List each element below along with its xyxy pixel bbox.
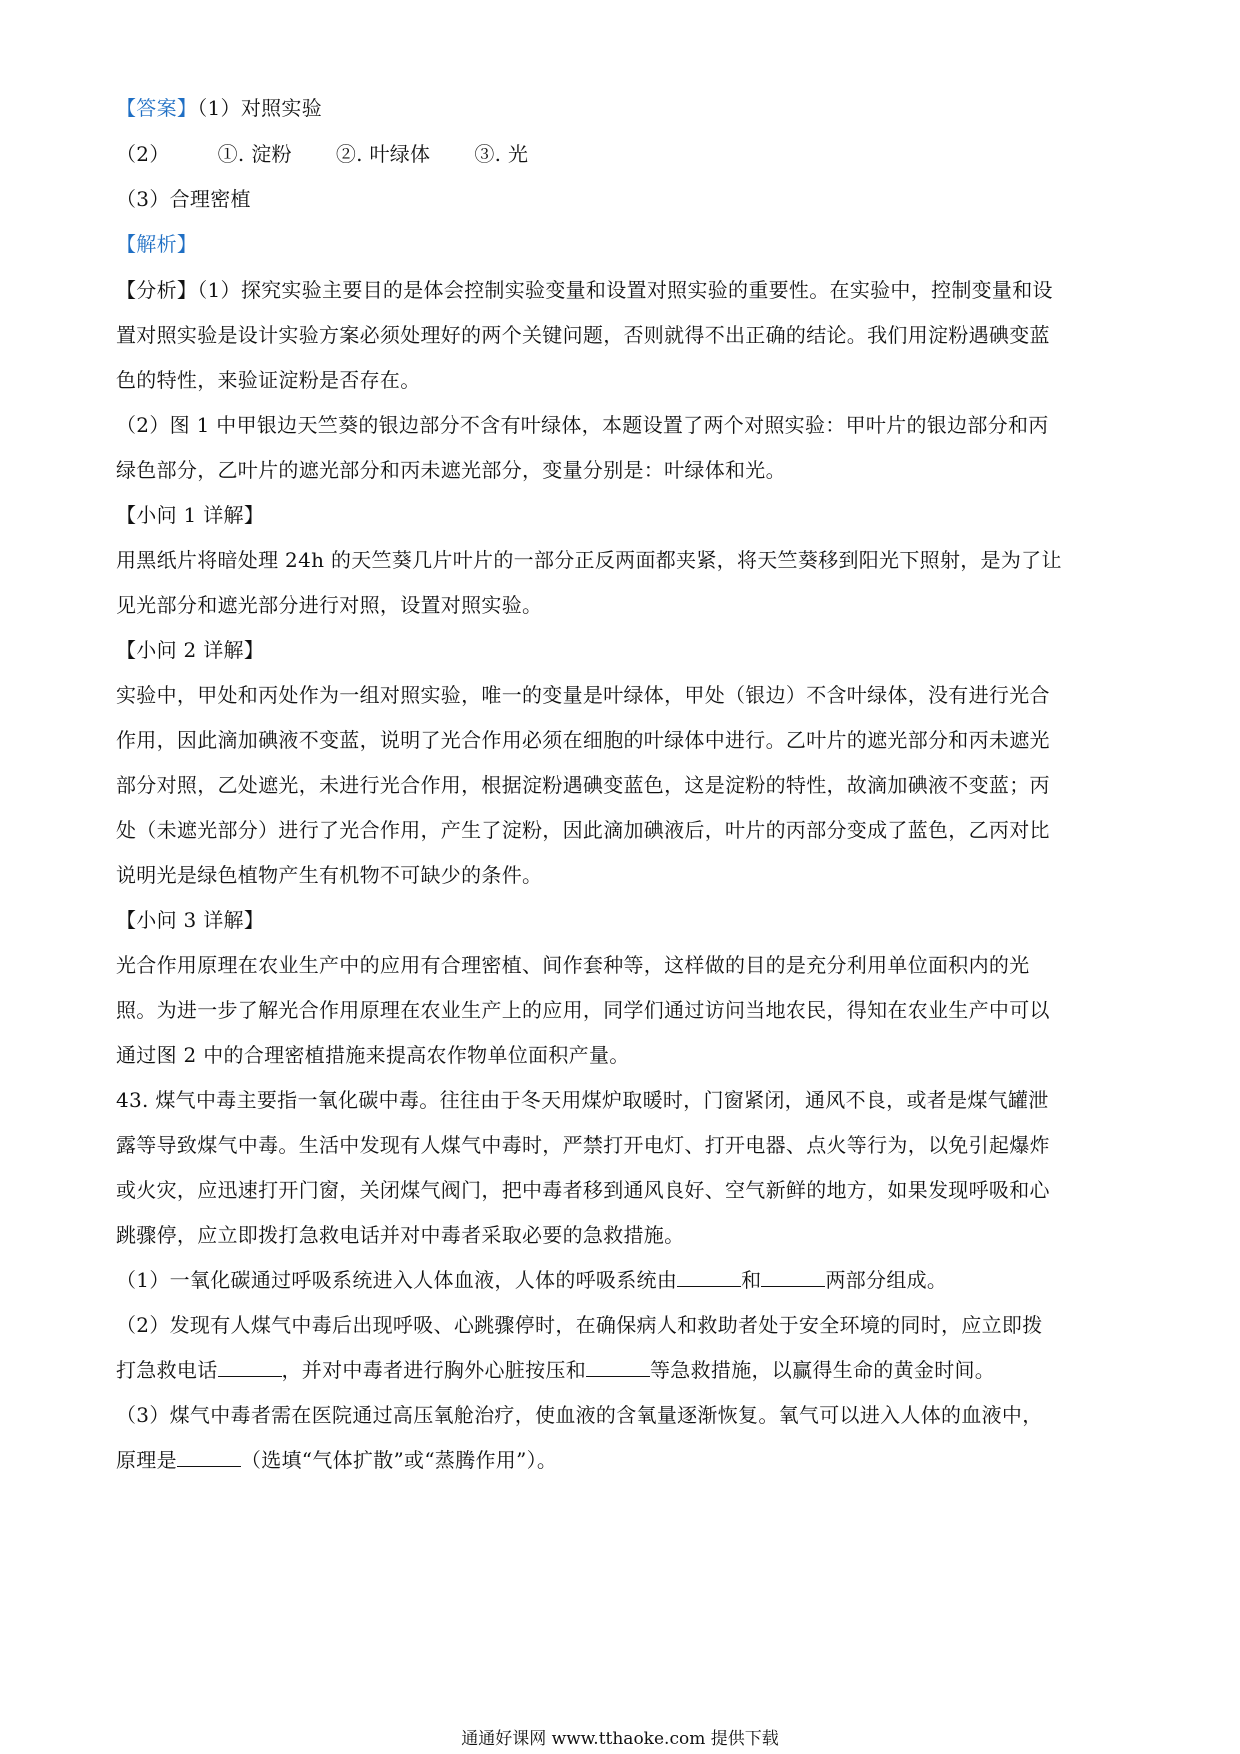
sub-question-2-line: 作用，因此滴加碘液不变蓝，说明了光合作用必须在细胞的叶绿体中进行。乙叶片的遮光部分和丙未遮光: [116, 728, 1050, 752]
part-3-text-b: （选填“气体扩散”或“蒸腾作用”）。: [240, 1448, 558, 1472]
sub-question-1-line: 用黑纸片将暗处理 24h 的天竺葵几片叶片的一部分正反两面都夹紧，将天竺葵移到阳光下照射，是为了让: [116, 548, 1062, 572]
part-1-text-a: （1）一氧化碳通过呼吸系统进入人体血液，人体的呼吸系统由: [116, 1268, 678, 1292]
analysis-tag-line: [116, 230, 1126, 258]
sub-question-2-heading: 【小问 2 详解】: [116, 638, 265, 662]
answer-line-3: [116, 185, 1126, 213]
analysis-tag: 【解析】: [116, 232, 198, 256]
sub-question-2-line: 部分对照，乙处遮光，未进行光合作用，根据淀粉遇碘变蓝色，这是淀粉的特性，故滴加碘液不变蓝；丙: [116, 773, 1050, 797]
answer-blank[interactable]: [761, 1266, 825, 1287]
part-3-text-a: 原理是: [116, 1448, 177, 1472]
question-43-stem-line: 43. 煤气中毒主要指一氧化碳中毒。往往由于冬天用煤炉取暖时，门窗紧闭，通风不良，或者是煤气罐泄: [116, 1088, 1049, 1112]
answer-q1: （1）对照实验: [197, 96, 323, 120]
part-2-text-b: ，并对中毒者进行胸外心脏按压和: [281, 1358, 586, 1382]
answer-blank[interactable]: [218, 1356, 282, 1377]
sub-question-1-line: 见光部分和遮光部分进行对照，设置对照实验。: [116, 593, 543, 617]
answer-q2-prefix: （2）: [116, 142, 170, 166]
sub-question-2-line: 说明光是绿色植物产生有机物不可缺少的条件。: [116, 863, 543, 887]
question-43-stem-line: 或火灾，应迅速打开门窗，关闭煤气阀门，把中毒者移到通风良好、空气新鲜的地方，如果发现呼吸和心: [116, 1178, 1050, 1202]
question-43-part-2-line-1: （2）发现有人煤气中毒后出现呼吸、心跳骤停时，在确保病人和救助者处于安全环境的同时，应立即拨: [116, 1313, 1043, 1337]
sub-question-3-heading: 【小问 3 详解】: [116, 908, 265, 932]
analysis-paragraph-line: 置对照实验是设计实验方案必须处理好的两个关键问题，否则就得不出正确的结论。我们用淀粉遇碘变蓝: [116, 323, 1050, 347]
sub-question-2-line: 实验中，甲处和丙处作为一组对照实验，唯一的变量是叶绿体，甲处（银边）不含叶绿体，没有进行光合: [116, 683, 1050, 707]
analysis-paragraph-line: 色的特性，来验证淀粉是否存在。: [116, 368, 421, 392]
answer-q2-item-1: ①. 淀粉: [217, 142, 292, 166]
sub-question-3-line: 照。为进一步了解光合作用原理在农业生产上的应用，同学们通过访问当地农民，得知在农业生产中可以: [116, 998, 1050, 1022]
answer-line-2: [116, 140, 1126, 168]
answer-blank[interactable]: [677, 1266, 741, 1287]
answer-q3: （3）合理密植: [116, 187, 251, 211]
analysis-paragraph-line: 绿色部分，乙叶片的遮光部分和丙未遮光部分，变量分别是：叶绿体和光。: [116, 458, 786, 482]
part-1-text-c: 两部分组成。: [825, 1268, 948, 1292]
question-43-part-3-line-1: （3）煤气中毒者需在医院通过高压氧舱治疗，使血液的含氧量逐渐恢复。氧气可以进入人体的血液中，: [116, 1403, 1043, 1427]
part-2-text-c: 等急救措施，以赢得生命的黄金时间。: [650, 1358, 996, 1382]
answer-line-1: [116, 94, 1126, 122]
question-43-part-2-line-2: [116, 1356, 1126, 1384]
question-43-stem-line: 露等导致煤气中毒。生活中发现有人煤气中毒时，严禁打开电灯、打开电器、点火等行为，以免引起爆炸: [116, 1133, 1050, 1157]
answer-blank[interactable]: [586, 1356, 650, 1377]
sub-question-1-heading: 【小问 1 详解】: [116, 503, 265, 527]
analysis-paragraph-line: 【分析】（1）探究实验主要目的是体会控制实验变量和设置对照实验的重要性。在实验中，控制变量和设: [116, 278, 1053, 302]
question-43-stem-line: 跳骤停，应立即拨打急救电话并对中毒者采取必要的急救措施。: [116, 1223, 685, 1247]
answer-blank[interactable]: [177, 1446, 241, 1467]
question-43-part-3-line-2: [116, 1446, 1126, 1474]
analysis-paragraph-line: （2）图 1 中甲银边天竺葵的银边部分不含有叶绿体，本题设置了两个对照实验：甲叶片的银边部分和丙: [116, 413, 1049, 437]
answer-q2-item-3: ③. 光: [474, 142, 529, 166]
sub-question-3-line: 通过图 2 中的合理密植措施来提高农作物单位面积产量。: [116, 1043, 630, 1067]
answer-q2-item-2: ②. 叶绿体: [335, 142, 431, 166]
answer-tag: 【答案】: [116, 96, 198, 120]
part-2-text-a: 打急救电话: [116, 1358, 218, 1382]
sub-question-2-line: 处（未遮光部分）进行了光合作用，产生了淀粉，因此滴加碘液后，叶片的丙部分变成了蓝色，乙丙对比: [116, 818, 1050, 842]
part-1-text-b: 和: [741, 1268, 762, 1292]
question-43-part-1: [116, 1266, 1126, 1294]
page-footer: 通通好课网 www.tthaoke.com 提供下载: [461, 1729, 779, 1749]
sub-question-3-line: 光合作用原理在农业生产中的应用有合理密植、间作套种等，这样做的目的是充分利用单位面积内的光: [116, 953, 1030, 977]
